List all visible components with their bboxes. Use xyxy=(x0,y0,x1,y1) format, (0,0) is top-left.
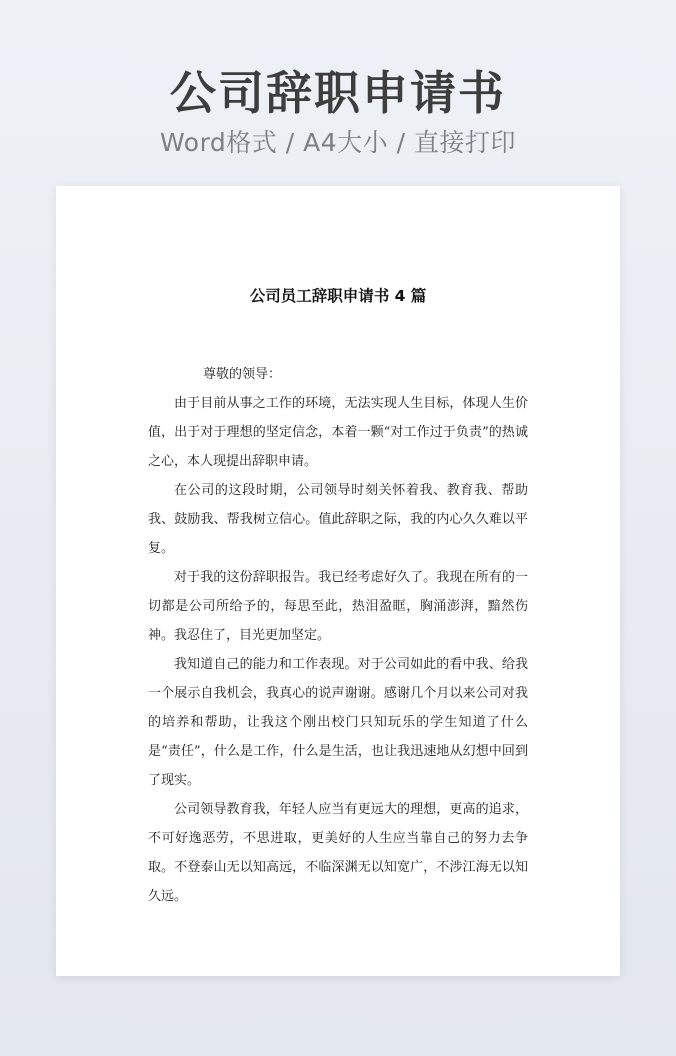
salutation: 尊敬的领导： xyxy=(203,367,282,382)
paragraph: 公司领导教育我，年轻人应当有更远大的理想，更高的追求，不可好逸恶劳，不思进取，更美好的人生应当靠自己的努力去争取。不登泰山无以知高远，不临深渊无以知宽广，不涉江海无以知久远。 xyxy=(148,802,528,904)
paragraph: 对于我的这份辞职报告。我已经考虑好久了。我现在所有的一切都是公司所给予的，每思至此，热泪盈眶，胸涌澎湃，黯然伤神。我忍住了，目光更加坚定。 xyxy=(148,570,528,643)
paragraph: 在公司的这段时期，公司领导时刻关怀着我、教育我、帮助我、鼓励我、帮我树立信心。值此辞职之际，我的内心久久难以平复。 xyxy=(148,483,528,556)
document-title: 公司员工辞职申请书 4 篇 xyxy=(249,287,427,305)
paragraph: 我知道自己的能力和工作表现。对于公司如此的看中我、给我一个展示自我机会，我真心的说声谢谢。感谢几个月以来公司对我的培养和帮助，让我这个刚出校门只知玩乐的学生知道了什么是“责任”，什么是工作，什么是生活，也让我迅速地从幻想中回到了现实。 xyxy=(148,657,528,788)
header xyxy=(0,64,676,160)
paragraph: 由于目前从事之工作的环境，无法实现人生目标，体现人生价值，出于对于理想的坚定信念，本着一颗“对工作过于负责”的热诚之心，本人现提出辞职申请。 xyxy=(148,396,528,469)
document-page xyxy=(56,186,620,976)
document-body xyxy=(148,360,528,911)
page-subtitle: Word格式 / A4大小 / 直接打印 xyxy=(160,128,516,157)
page-title: 公司辞职申请书 xyxy=(170,66,506,120)
